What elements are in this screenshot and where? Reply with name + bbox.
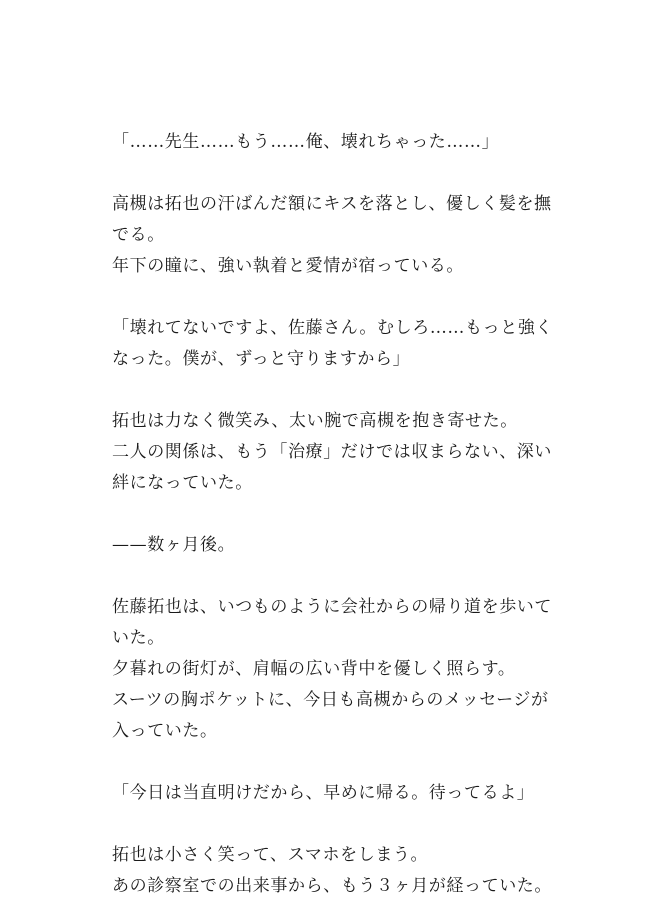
text-line: なった。僕が、ずっと守りますから」 (112, 349, 411, 369)
paragraph-3 (112, 313, 552, 375)
text-line: 佐藤拓也は、いつものように会社からの帰り道を歩いて (112, 597, 552, 617)
text-line: スーツの胸ポケットに、今日も高槻からのメッセージが (112, 690, 549, 710)
text-line: 「壊れてないですよ、佐藤さん。むしろ……もっと強く (112, 318, 554, 338)
text-line: ——数ヶ月後。 (112, 535, 236, 555)
text-line: でる。 (112, 225, 165, 245)
paragraph-5 (112, 530, 552, 561)
paragraph-6 (112, 592, 552, 747)
paragraph-7 (112, 778, 552, 809)
text-line: 入っていた。 (112, 721, 218, 741)
text-line: 年下の瞳に、強い執着と愛情が宿っている。 (112, 256, 464, 276)
text-line: あの診察室での出来事から、もう３ヶ月が経っていた。 (112, 876, 552, 896)
text-line: いた。 (112, 628, 165, 648)
text-line: 「……先生……もう……俺、壊れちゃった……」 (112, 132, 500, 152)
text-line: 高槻は拓也の汗ばんだ額にキスを落とし、優しく髪を撫 (112, 194, 552, 214)
text-line: 拓也は力なく微笑み、太い腕で高槻を抱き寄せた。 (112, 411, 518, 431)
text-line: 二人の関係は、もう「治療」だけでは収まらない、深い (112, 442, 552, 462)
paragraph-8 (112, 840, 552, 902)
paragraph-2 (112, 189, 552, 282)
text-line: 「今日は当直明けだから、早めに帰る。待ってるよ」 (112, 783, 535, 803)
text-line: 絆になっていた。 (112, 473, 253, 493)
paragraph-4 (112, 406, 552, 499)
text-line: 夕暮れの街灯が、肩幅の広い背中を優しく照らす。 (112, 659, 516, 679)
story-text (112, 127, 552, 902)
paragraph-1 (112, 127, 552, 158)
text-line: 拓也は小さく笑って、スマホをしまう。 (112, 845, 429, 865)
